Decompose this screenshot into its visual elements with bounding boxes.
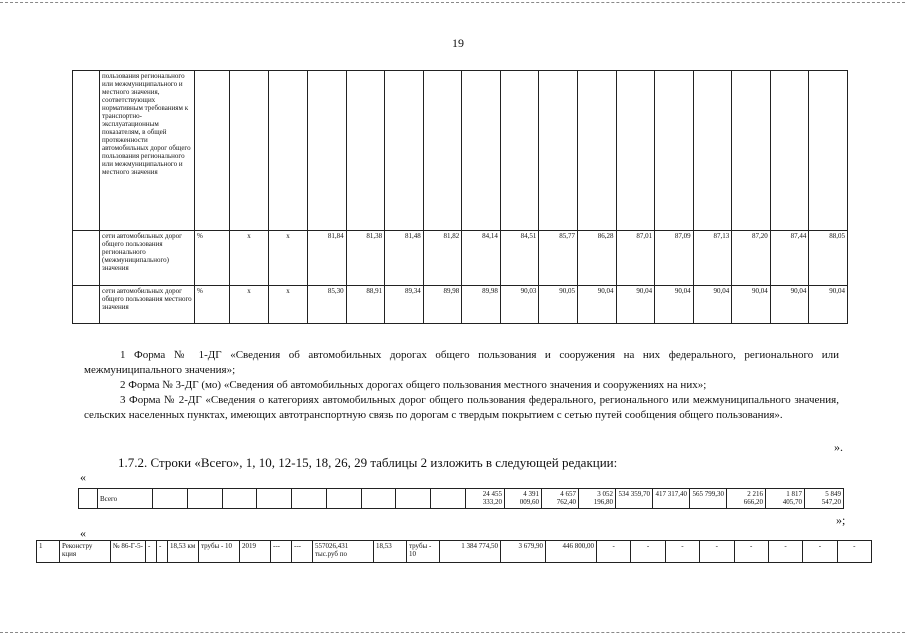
pipes-cell: трубы - 10 <box>407 541 440 563</box>
value-cell: 85,30 <box>308 286 347 324</box>
total-value: 534 359,70 <box>616 489 653 509</box>
value-cell: 89,98 <box>423 286 462 324</box>
road-code: № 86-Г-5- <box>111 541 146 563</box>
total-value: 417 317,40 <box>653 489 690 509</box>
value-cell: 90,04 <box>655 286 694 324</box>
x-cell: x <box>269 231 308 286</box>
x-cell: x <box>230 231 269 286</box>
dash-cell: - <box>734 541 768 563</box>
value-cell: 90,04 <box>809 286 848 324</box>
value-cell: 87,20 <box>732 231 771 286</box>
total-value: 1 817 405,70 <box>766 489 805 509</box>
total-value: 5 849 547,20 <box>805 489 844 509</box>
dash-cell: --- <box>271 541 292 563</box>
value-cell: 89,98 <box>462 286 501 324</box>
length-cell: 18,53 км <box>168 541 199 563</box>
value-cell: 81,82 <box>423 231 462 286</box>
dash-cell: - <box>700 541 734 563</box>
footnote-3: 3 Форма № 2-ДГ «Сведения о категориях автомобильных дорог общего пользования федерального, регионального или межмуниципального значения, сельских населенных пунктах, имеющих автотранспортную связь по дорогам с твердым покрытием с сетью путей сообщения общего пользования». <box>84 394 839 421</box>
dash-cell: - <box>665 541 699 563</box>
table-row <box>73 231 848 286</box>
value-cell: 90,04 <box>616 286 655 324</box>
value-cell: 90,04 <box>577 286 616 324</box>
dash-cell: - <box>157 541 168 563</box>
section-heading: 1.7.2. Строки «Всего», 1, 10, 12-15, 18, 26, 29 таблицы 2 изложить в следующей редакции: <box>118 455 618 470</box>
value-cell: 84,51 <box>500 231 539 286</box>
work-type: Реконстру кция <box>60 541 111 563</box>
total-value: 2 216 666,20 <box>727 489 766 509</box>
total-value: 4 391 009,60 <box>505 489 542 509</box>
closing-quote-2: »; <box>836 513 846 527</box>
value-cell: 90,04 <box>732 286 771 324</box>
value-cell: 81,48 <box>385 231 424 286</box>
total-label: Всего <box>98 489 153 509</box>
row-label: сети автомобильных дорог общего пользования местного значения <box>100 286 195 324</box>
value-cell: 90,04 <box>693 286 732 324</box>
table-row <box>37 541 872 563</box>
pipes-cell: трубы - 10 <box>199 541 240 563</box>
value-cell: 446 800,00 <box>546 541 597 563</box>
opening-quote: « <box>80 470 86 484</box>
value-cell: 89,34 <box>385 286 424 324</box>
table-row <box>73 286 848 324</box>
indicators-table <box>72 70 848 324</box>
dash-cell: --- <box>292 541 313 563</box>
total-value: 24 455 333,20 <box>466 489 505 509</box>
value-cell: 1 384 774,50 <box>440 541 501 563</box>
unit-cell: % <box>195 286 230 324</box>
value-cell: 81,38 <box>346 231 385 286</box>
row-label: пользования регионального или межмуниципального и местного значения, соответствующих нормативным требованиям к транспортно-эксплуатационным показателям, в общей протяженности автомобильных дорог общего пользования регионального или межмуниципального и местного значения <box>100 71 195 231</box>
total-value: 4 657 762,40 <box>542 489 579 509</box>
value-cell: 87,44 <box>770 231 809 286</box>
scan-top-edge <box>0 2 905 3</box>
table-row <box>79 489 844 509</box>
value-cell: 81,84 <box>308 231 347 286</box>
opening-quote-2: « <box>80 526 86 540</box>
value-cell: 88,91 <box>346 286 385 324</box>
row-label: сети автомобильных дорог общего пользования регионального (межмуниципального) значения <box>100 231 195 286</box>
row-1-table <box>36 540 872 563</box>
row-number: 1 <box>37 541 60 563</box>
value-cell: 87,01 <box>616 231 655 286</box>
page-number: 19 <box>452 36 464 50</box>
length-cell: 18,53 <box>374 541 407 563</box>
value-cell: 90,03 <box>500 286 539 324</box>
year-cell: 2019 <box>240 541 271 563</box>
total-value: 565 799,30 <box>690 489 727 509</box>
unit-cell: % <box>195 231 230 286</box>
value-cell: 88,05 <box>809 231 848 286</box>
value-cell: 90,05 <box>539 286 578 324</box>
scan-bottom-edge <box>0 632 905 633</box>
dash-cell: - <box>597 541 631 563</box>
total-value: 3 052 196,80 <box>579 489 616 509</box>
closing-quote: ». <box>834 440 843 454</box>
value-cell: 87,09 <box>655 231 694 286</box>
value-cell: 3 679,90 <box>501 541 546 563</box>
table-row <box>73 71 848 231</box>
value-cell: 85,77 <box>539 231 578 286</box>
dash-cell: - <box>631 541 665 563</box>
x-cell: x <box>230 286 269 324</box>
total-row-table <box>78 488 844 509</box>
value-cell: 86,28 <box>577 231 616 286</box>
dash-cell: - <box>837 541 871 563</box>
dash-cell: - <box>768 541 802 563</box>
dash-cell: - <box>803 541 837 563</box>
footnote-2: 2 Форма № 3-ДГ (мо) «Сведения об автомобильных дорогах общего пользования местного значения и сооружениях на них»; <box>120 379 707 391</box>
cost-cell: 557026,431 тыс.руб по <box>313 541 374 563</box>
value-cell: 87,13 <box>693 231 732 286</box>
footnote-1: 1 Форма № 1-ДГ «Сведения об автомобильных дорогах общего пользования и сооружения на них федерального, регионального или межмуниципального значения»; <box>84 349 839 376</box>
value-cell: 84,14 <box>462 231 501 286</box>
value-cell: 90,04 <box>770 286 809 324</box>
dash-cell: - <box>146 541 157 563</box>
x-cell: x <box>269 286 308 324</box>
